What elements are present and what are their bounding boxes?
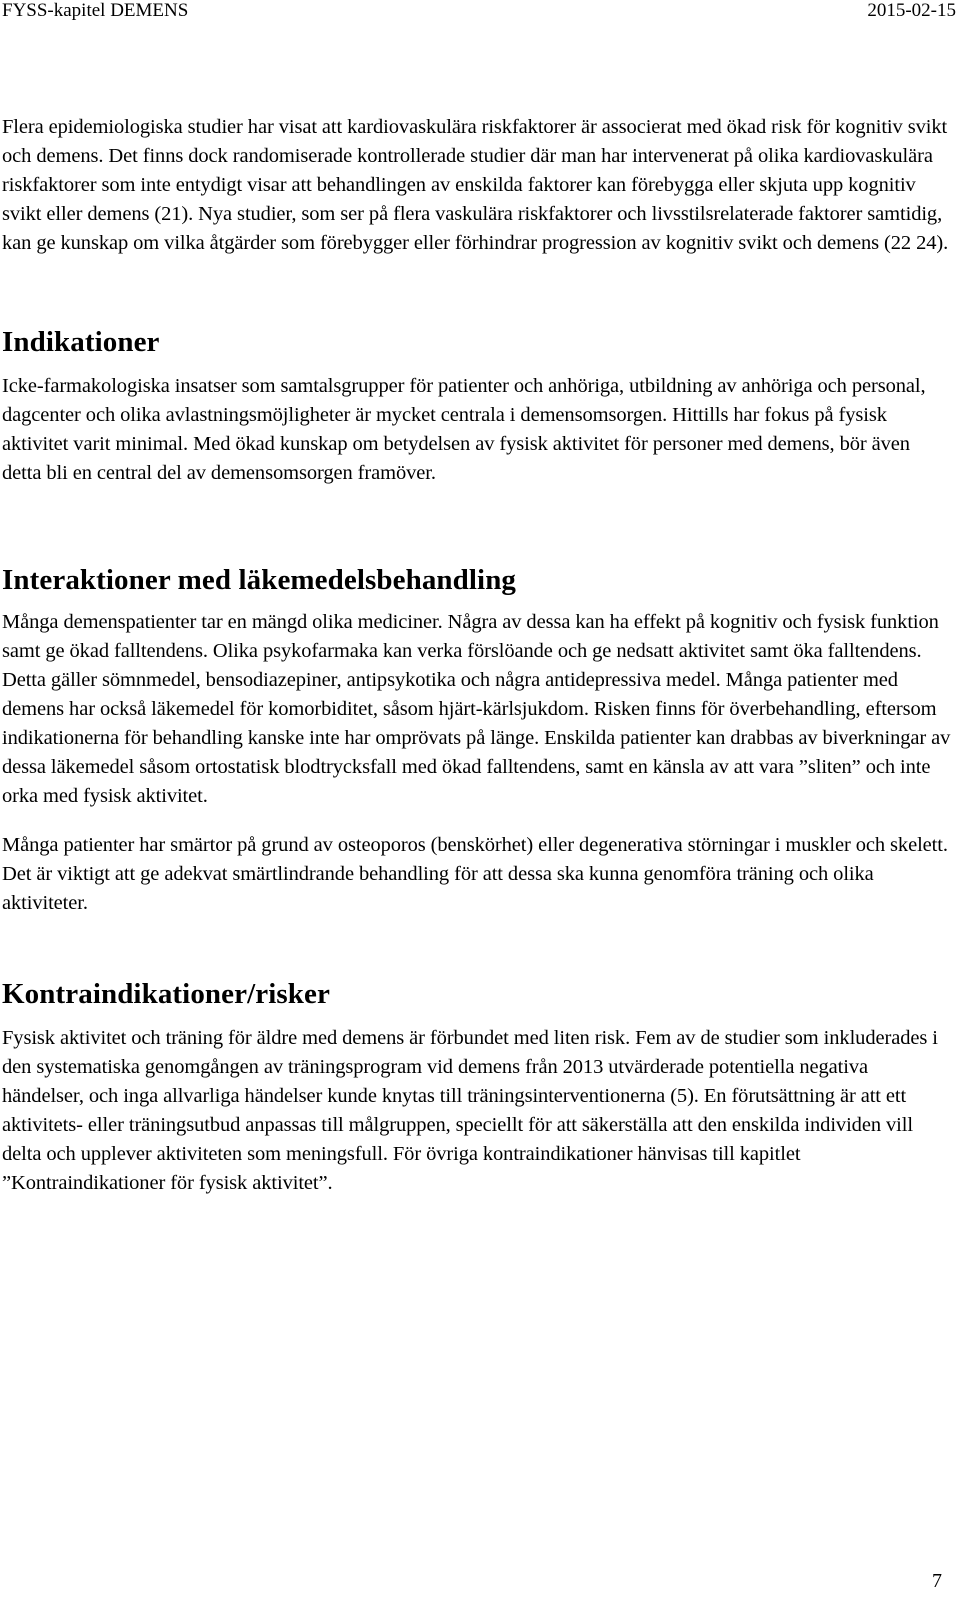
interaktioner-paragraph-1: Många demenspatienter tar en mängd olika mediciner. Några av dessa kan ha effekt på kognitiv och fysisk funktion samt ge ökad falltendens. Olika psykofarmaka kan verka förslöande och ge nedsatt aktivitet samt öka falltendens. Detta gäller sömnmedel, bensodiazepiner, antipsykotika och några antidepressiva medel. Många patienter med demens har också läkemedel för komorbiditet, såsom hjärt-kärlsjukdom. Risken finns för överbehandling, eftersom indikationerna för behandling kanske inte har omprövats på länge. Enskilda patienter kan drabbas av biverkningar av dessa läkemedel såsom ortostatisk blodtrycksfall med ökad falltendens, samt en känsla av att vara ”sliten” och inte orka med fysisk aktivitet. [2, 611, 951, 807]
indikationer-paragraph: Icke-farmakologiska insatser som samtalsgrupper för patienter och anhöriga, utbildning av anhöriga och personal, dagcenter och olika avlastningsmöjligheter är mycket centrala i demensomsorgen. Hittills har fokus på fysisk aktivitet varit minimal. Med ökad kunskap om betydelsen av fysisk aktivitet för personer med demens, bör även detta bli en central del av demensomsorgen framöver. [2, 375, 926, 484]
kontraindikationer-paragraph: Fysisk aktivitet och träning för äldre med demens är förbundet med liten risk. Fem av de studier som inkluderades i den systematiska genomgången av träningsprogram vid demens från 2013 utvärderade potentiella negativa händelser, och inga allvarliga händelser kunde knytas till träningsinterventionerna (5). En förutsättning är att ett aktivitets- eller träningsutbud anpassas till målgruppen, speciellt för att säkerställa att den enskilda individen vill delta och upplever aktiviteten som meningsfull. För övriga kontraindikationer hänvisas till kapitlet ”Kontraindikationer för fysisk aktivitet”. [2, 1027, 938, 1194]
document-date: 2015-02-15 [867, 0, 956, 21]
page-number: 7 [932, 1570, 942, 1592]
intro-paragraph: Flera epidemiologiska studier har visat att kardiovaskulära riskfaktorer är associerat med ökad risk för kognitiv svikt och demens. Det finns dock randomiserade kontrollerade studier där man har intervenerat på olika kardiovaskulära riskfaktorer som inte entydigt visar att behandlingen av enskilda faktorer kan förebygga eller skjuta upp kognitiv svikt eller demens (21). Nya studier, som ser på flera vaskulära riskfaktorer och livsstilsrelaterade faktorer samtidig, kan ge kunskap om vilka åtgärder som förebygger eller förhindrar progression av kognitiv svikt och demens (22 24). [2, 116, 949, 254]
heading-kontraindikationer: Kontraindikationer/risker [2, 978, 330, 1010]
document-title: FYSS-kapitel DEMENS [2, 0, 189, 21]
page-header [0, 0, 960, 26]
heading-indikationer: Indikationer [2, 326, 160, 358]
page-content [2, 113, 952, 1198]
interaktioner-paragraph-2: Många patienter har smärtor på grund av osteoporos (benskörhet) eller degenerativa störningar i muskler och skelett. Det är viktigt att ge adekvat smärtlindrande behandling för att dessa ska kunna genomföra träning och olika aktiviteter. [2, 834, 948, 914]
heading-interaktioner: Interaktioner med läkemedelsbehandling [2, 564, 517, 596]
